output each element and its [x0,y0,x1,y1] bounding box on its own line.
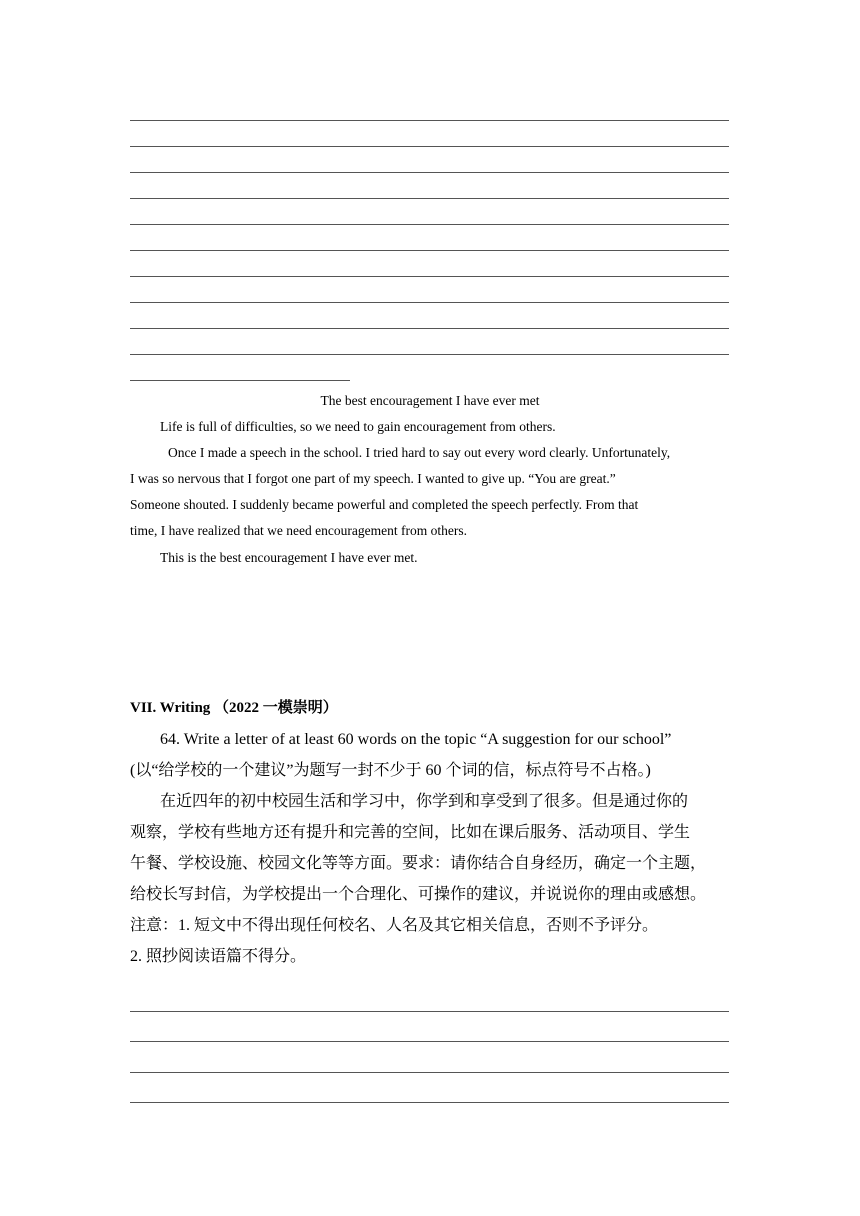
essay-paragraph-1: Life is full of difficulties, so we need to gain encouragement from others. [160,419,556,434]
question-subtext: (以“给学校的一个建议”为题写一封不少于 60 个词的信，标点符号不占格。) [130,762,651,779]
answer-line[interactable] [130,172,729,173]
prompt-line: 给校长写封信，为学校提出一个合理化、可操作的建议，并说说你的理由或感想。 [130,886,707,903]
answer-line[interactable] [130,1041,729,1042]
note-line: 注意：1. 短文中不得出现任何校名、人名及其它相关信息，否则不予评分。 [130,917,659,934]
essay-paragraph-2-line: I was so nervous that I forgot one part of my speech. I wanted to give up. “You are great.” [130,471,616,486]
answer-line[interactable] [130,354,729,355]
answer-line[interactable] [130,1072,729,1073]
section-heading: VII. Writing （2022 一模崇明） [130,700,338,716]
essay-paragraph-2-line: time, I have realized that we need encouragement from others. [130,523,467,538]
answer-line[interactable] [130,302,729,303]
answer-line[interactable] [130,250,729,251]
prompt-line: 观察，学校有些地方还有提升和完善的空间，比如在课后服务、活动项目、学生 [130,824,691,841]
answer-line[interactable] [130,276,729,277]
essay-paragraph-2-line: Once I made a speech in the school. I tried hard to say out every word clearly. Unfortunately, [168,445,671,460]
answer-line[interactable] [130,120,729,121]
answer-line[interactable] [130,328,729,329]
essay-paragraph-2-line: Someone shouted. I suddenly became powerful and completed the speech perfectly. From that [130,497,639,512]
prompt-line: 午餐、学校设施、校园文化等等方面。要求：请你结合自身经历，确定一个主题， [130,855,707,872]
answer-line[interactable] [130,224,729,225]
note-line: 2. 照抄阅读语篇不得分。 [130,948,307,965]
prompt-line: 在近四年的初中校园生活和学习中，你学到和享受到了很多。但是通过你的 [160,793,689,810]
essay-paragraph-3: This is the best encouragement I have ever met. [160,550,418,565]
answer-line[interactable] [130,198,729,199]
essay-title: The best encouragement I have ever met [320,393,540,408]
answer-line[interactable] [130,146,729,147]
question-text: 64. Write a letter of at least 60 words on the topic “A suggestion for our school” [160,731,672,748]
answer-line[interactable] [130,1011,729,1012]
answer-line-short[interactable] [130,380,350,381]
answer-line[interactable] [130,1102,729,1103]
